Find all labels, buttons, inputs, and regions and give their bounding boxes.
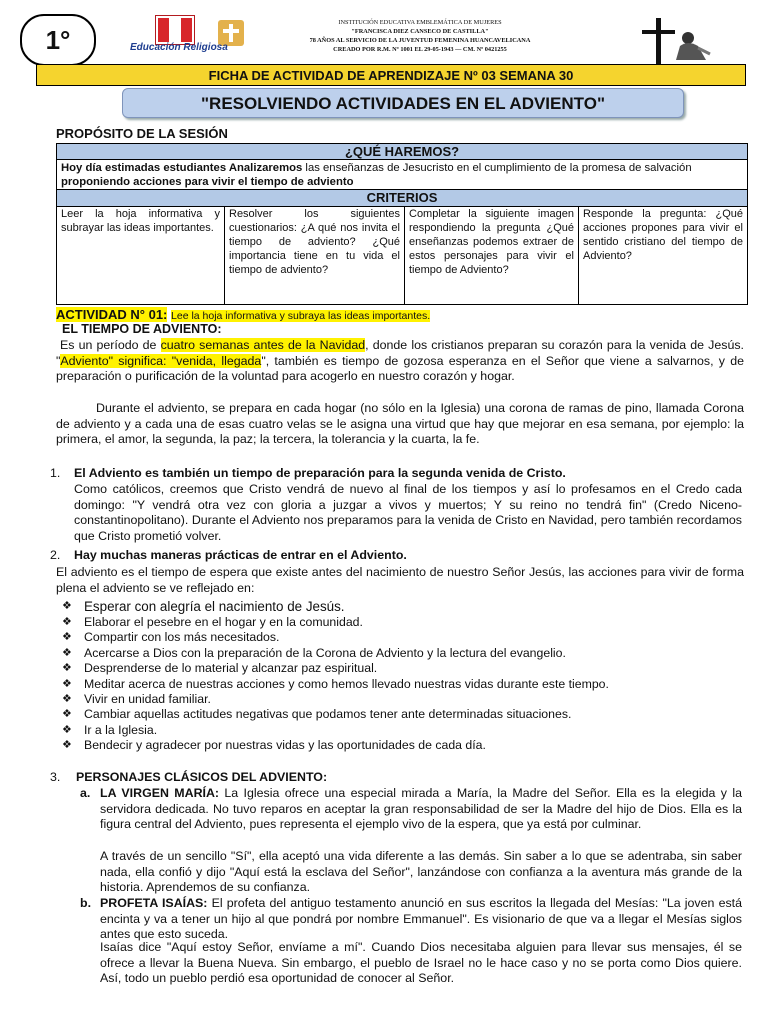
list-item-text: Compartir con los más necesitados. [84,630,280,645]
advent-paragraph-2: Durante el adviento, se prepara en cada hogar (no sólo en la Iglesia) una corona de ramas de pino, llamada Corona de adviento y a cada una de esas cuatro velas se le asigna una virtud que hay que mejorar en esa semana, por ejemplo: la primera, el amor, la segunda, la paz; la tercera, la tolerancia y la cuarta, la fe. [56,401,744,447]
list-item-text: Acercarse a Dios con la preparación de la Corona de Adviento y la lectura del evangelio. [84,645,566,660]
advent-section-title: EL TIEMPO DE ADVIENTO: [62,322,222,336]
diamond-bullet-icon: ❖ [62,708,72,721]
p1-text-c: ", también es tiempo de gozosa esperanza en el Señor que viene a salvarnos, y de preparación o purificación de la voluntad para acogerlo en nuestro corazón y hogar. [56,353,745,384]
criteria-cell: Resolver los siguientes cuestionarios: ¿A qué nos invita el tiempo de adviento? ¿Qué importancia tiene en tu vida el tiempo de adviento? [225,206,405,304]
list-item [62,630,742,645]
diamond-bullet-icon: ❖ [62,739,72,752]
diamond-bullet-icon: ❖ [62,723,72,736]
praying-cross-icon [636,16,712,66]
point-3-number: 3. [50,770,61,784]
prophet-isaiah-paragraph-2: Isaías dice "Aquí estoy Señor, envíame a mí". Cuando Dios necesitaba alguien para llevar sus mensajes, él se ofrece a llevar la Buena Nueva. Sin embargo, el pueblo de Israel no le hace caso y no se porta como Dios quiere. Así, todo un pueblo perdió esa oportunidad de conocer al Señor. [100,940,742,986]
list-item [62,646,742,661]
p1-text-a: Es un período de [60,338,161,352]
list-item-text: Vivir en unidad familiar. [84,692,211,707]
institution-header [270,18,570,54]
peru-flag-icon [156,16,194,44]
point-2-text: El adviento es el tiempo de espera que existe antes del nacimiento de nuestro Señor Jesús, las acciones para vivir de forma plena el adviento se ve reflejado en: [56,565,744,595]
advent-actions-list [62,598,742,754]
list-item [62,738,742,753]
list-item-text: Esperar con alegría el nacimiento de Jesús. [84,599,345,614]
list-item [62,677,742,692]
item-b-marker: b. [80,896,92,910]
what-text-1: las enseñanzas de Jesucristo en el cumplimiento de la promesa de salvación [302,162,692,174]
p1-highlight-1: cuatro semanas antes de la Navidad [160,338,366,352]
what-we-will-do-text [56,159,748,190]
point-1-title: El Adviento es también un tiempo de preparación para la segunda venida de Cristo. [74,466,566,480]
list-item-text: Bendecir y agradecer por nuestras vidas y las oportunidades de cada día. [84,738,486,753]
activity-line [56,307,430,322]
virgin-mary-paragraph-2: A través de un sencillo "Sí", ella aceptó una vida diferente a las demás. Sin saber a lo que se adentraba, sin saber nada, ella confió y dijo "Aquí está la esclava del Señor", lanzándose con confianza a la aventura más grande de la historia. Aprendemos de su confianza. [100,849,742,895]
diamond-bullet-icon: ❖ [62,631,72,644]
criteria-cell: Leer la hoja informativa y subrayar las ideas importantes. [57,206,225,304]
diamond-bullet-icon: ❖ [62,693,72,706]
activity-instruction: Lee la hoja informativa y subraya las ideas importantes. [171,310,431,322]
institution-line-2: "FRANCISCA DIEZ CANSECO DE CASTILLA" [351,28,489,35]
list-item [62,615,742,630]
criteria-cell: Completar la siguiente imagen respondiendo la pregunta ¿Qué enseñanzas podemos extraer de estos personajes para vivir el tiempo de Adviento? [405,206,579,304]
point-2-number: 2. [50,548,61,562]
item-a-marker: a. [80,786,91,800]
criteria-header: CRITERIOS [56,190,748,207]
diamond-bullet-icon: ❖ [62,616,72,628]
list-item-text: Elaborar el pesebre en el hogar y en la comunidad. [84,615,363,629]
institution-line-4: CREADO POR R.M. Nº 1001 EL 29-05-1943 — CM. Nº 0421255 [333,46,507,53]
list-item-text: Desprenderse de lo material y alcanzar paz espiritual. [84,661,378,676]
diamond-bullet-icon: ❖ [62,677,72,690]
p1-text-b: , donde los cristianos preparan su corazón para la venida de Jesús. " [56,338,744,368]
what-we-will-do-header: ¿QUÉ HAREMOS? [56,143,748,160]
list-item-text: Meditar acerca de nuestras acciones y como hemos llevado nuestras vidas durante este tiempo. [84,676,609,691]
what-bold-1: Hoy día estimadas estudiantes Analizaremos [61,162,303,174]
criteria-cell: Responde la pregunta: ¿Qué acciones propones para vivir el sentido cristiano del tiempo de Adviento? [583,208,743,262]
point-1-number: 1. [50,466,61,480]
institution-line-1: INSTITUCIÓN EDUCATIVA EMBLEMÁTICA DE MUJERES [338,19,502,26]
virgin-mary-title: LA VIRGEN MARÍA: [100,786,220,800]
logo-text: Educación Religiosa [130,42,228,53]
list-item-text: Ir a la Iglesia. [84,722,158,737]
session-purpose-label: PROPÓSITO DE LA SESIÓN [56,126,228,141]
institution-line-3: 78 AÑOS AL SERVICIO DE LA JUVENTUD FEMENINA HUANCAVELICANA [309,37,531,44]
p1-highlight-2: Adviento" significa: "venida, llegada [60,353,262,368]
point-1-text: Como católicos, creemos que Cristo vendrá de nuevo al final de los tiempos y así lo profesamos en el Credo cada domingo: "Y vendrá otra vez con gloria a juzgar a vivos y muertos; Y su reino no tendrá fin" (Credo Niceno-constantinopolitano). Durante el Adviento nos preparamos para la venida de Cristo en Navidad, pero también recordamos que Cristo prometió volver. [74,482,742,543]
virgin-mary-text: La Iglesia ofrece una especial mirada a María, la Madre del Señor. Ella es la elegida y la servidora dedicada. No tuvo reparos en aceptar la gran responsabilidad de ser la Madre del hijo de Dios. Ella es la figura central del Adviento, pues representa el ejemplo vivo de la espera, que ya está por culminar. [100,786,742,832]
prophet-isaiah-text: El profeta del antiguo testamento anunció en sus escritos la llegada del Mesías: "La joven está encinta y va a tener un hijo al que pondrá por nombre Emmanuel". Es visionario de que va a llegar el Mesías siglos antes que esto suceda. [100,896,742,942]
diamond-bullet-icon: ❖ [62,600,72,612]
list-item [62,692,742,707]
what-bold-2: proponiendo acciones para vivir el tiempo de adviento [61,176,354,188]
prophet-isaiah-title: PROFETA ISAÍAS: [100,896,208,910]
list-item [62,598,742,615]
advent-paragraph-1 [56,338,744,385]
list-item [62,707,742,722]
list-item [62,723,742,738]
virgin-mary-paragraph [100,786,742,833]
religious-education-logo [130,16,250,60]
page-title: "RESOLVIENDO ACTIVIDADES EN EL ADVIENTO" [122,88,684,118]
point-3-title: PERSONAJES CLÁSICOS DEL ADVIENTO: [76,770,328,784]
grade-badge: 1° [20,14,96,66]
list-item [62,661,742,676]
list-item-text: Cambiar aquellas actitudes negativas que podamos tener ante determinadas situaciones. [84,707,572,722]
criteria-row [56,206,748,305]
diamond-bullet-icon: ❖ [62,662,72,675]
activity-sheet-banner: FICHA DE ACTIVIDAD DE APRENDIZAJE Nº 03 SEMANA 30 [36,64,746,86]
activity-label: ACTIVIDAD N° 01: [56,307,168,322]
diamond-bullet-icon: ❖ [62,646,72,659]
prophet-isaiah-paragraph [100,896,742,943]
point-2-title: Hay muchas maneras prácticas de entrar en el Adviento. [74,548,407,562]
